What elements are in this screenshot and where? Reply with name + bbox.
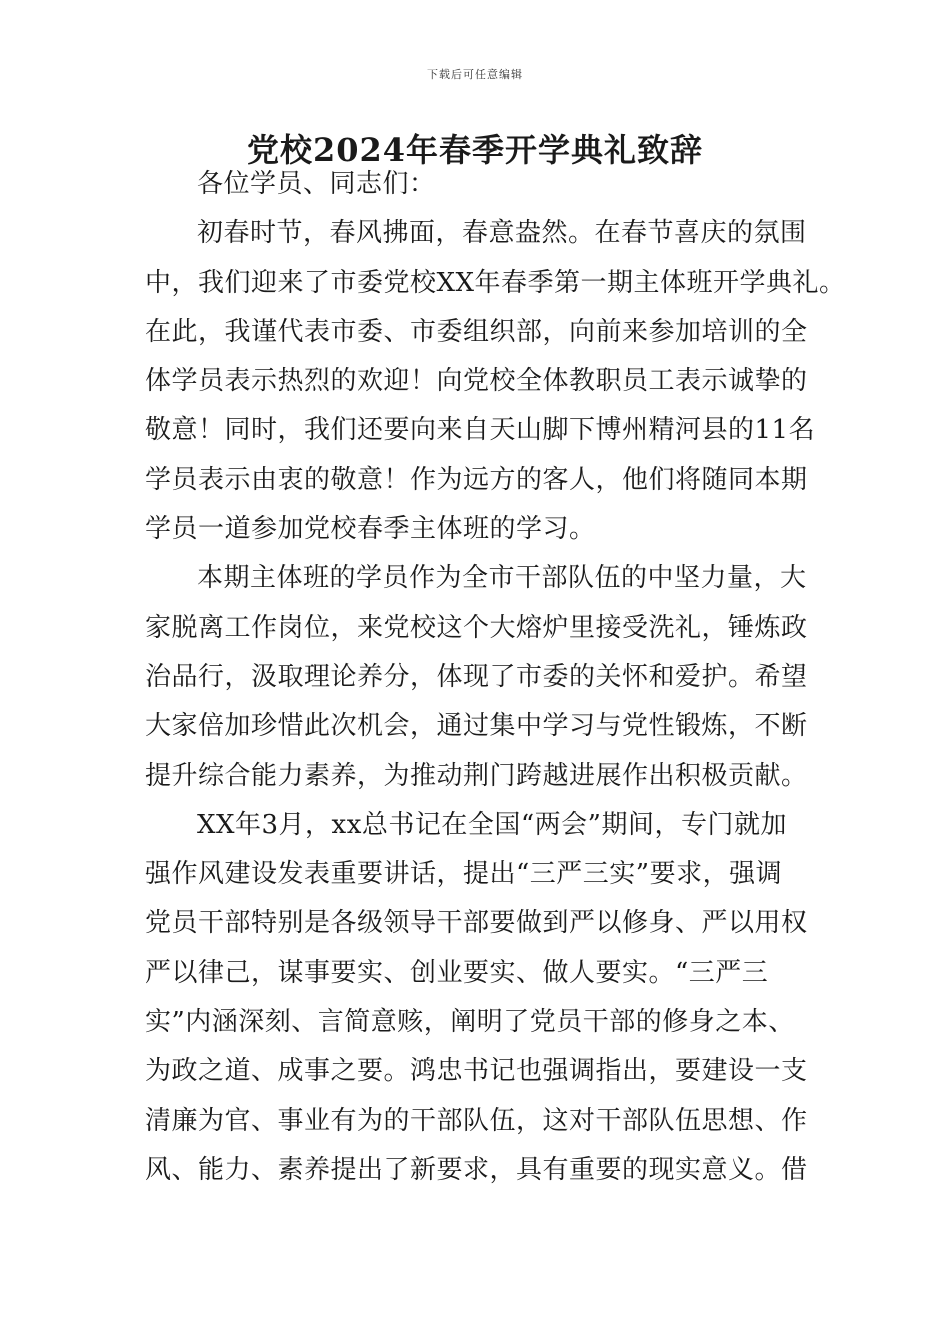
body-line: 实”内涵深刻、言简意赅，阐明了党员干部的修身之本、	[145, 1007, 795, 1038]
body-line: 学员一道参加党校春季主体班的学习。	[145, 514, 596, 545]
document-body	[145, 160, 846, 1195]
body-line: 严以律己，谋事要实、创业要实、做人要实。“三严三	[145, 957, 769, 988]
body-line: 大家倍加珍惜此次机会，通过集中学习与党性锻炼，不断	[145, 711, 808, 742]
body-line: 本期主体班的学员作为全市干部队伍的中坚力量，大	[197, 563, 807, 594]
body-line: 中，我们迎来了市委党校XX年春季第一期主体班开学典礼。	[145, 267, 846, 298]
body-line: 学员表示由衷的敬意！作为远方的客人，他们将随同本期	[145, 464, 808, 495]
body-line: 风、能力、素养提出了新要求，具有重要的现实意义。借	[145, 1154, 808, 1185]
body-line: 党员干部特别是各级领导干部要做到严以修身、严以用权	[145, 908, 808, 939]
body-line: 敬意！同时，我们还要向来自天山脚下博州精河县的11名	[145, 415, 816, 446]
body-line: 清廉为官、事业有为的干部队伍，这对干部队伍思想、作	[145, 1105, 808, 1136]
body-line: 各位学员、同志们：	[197, 169, 436, 199]
document-title: 党校2024年春季开学典礼致辞	[246, 131, 704, 169]
body-line: 家脱离工作岗位，来党校这个大熔炉里接受洗礼，锤炼政	[145, 612, 808, 643]
body-line: 初春时节，春风拂面，春意盎然。在春节喜庆的氛围	[197, 218, 807, 249]
body-line: 强作风建设发表重要讲话，提出“三严三实”要求，强调	[145, 859, 783, 890]
header-note: 下载后可任意编辑	[427, 68, 523, 81]
body-line: 体学员表示热烈的欢迎！向党校全体教职员工表示诚挚的	[145, 366, 808, 397]
body-line: 提升综合能力素养，为推动荆门跨越进展作出积极贡献。	[145, 760, 808, 791]
body-line: 治品行，汲取理论养分，体现了市委的关怀和爱护。希望	[145, 661, 808, 692]
body-line: XX年3月，xx总书记在全国“两会”期间，专门就加	[197, 809, 787, 840]
body-line: 在此，我谨代表市委、市委组织部，向前来参加培训的全	[145, 316, 808, 347]
body-line: 为政之道、成事之要。鸿忠书记也强调指出，要建设一支	[145, 1056, 808, 1087]
